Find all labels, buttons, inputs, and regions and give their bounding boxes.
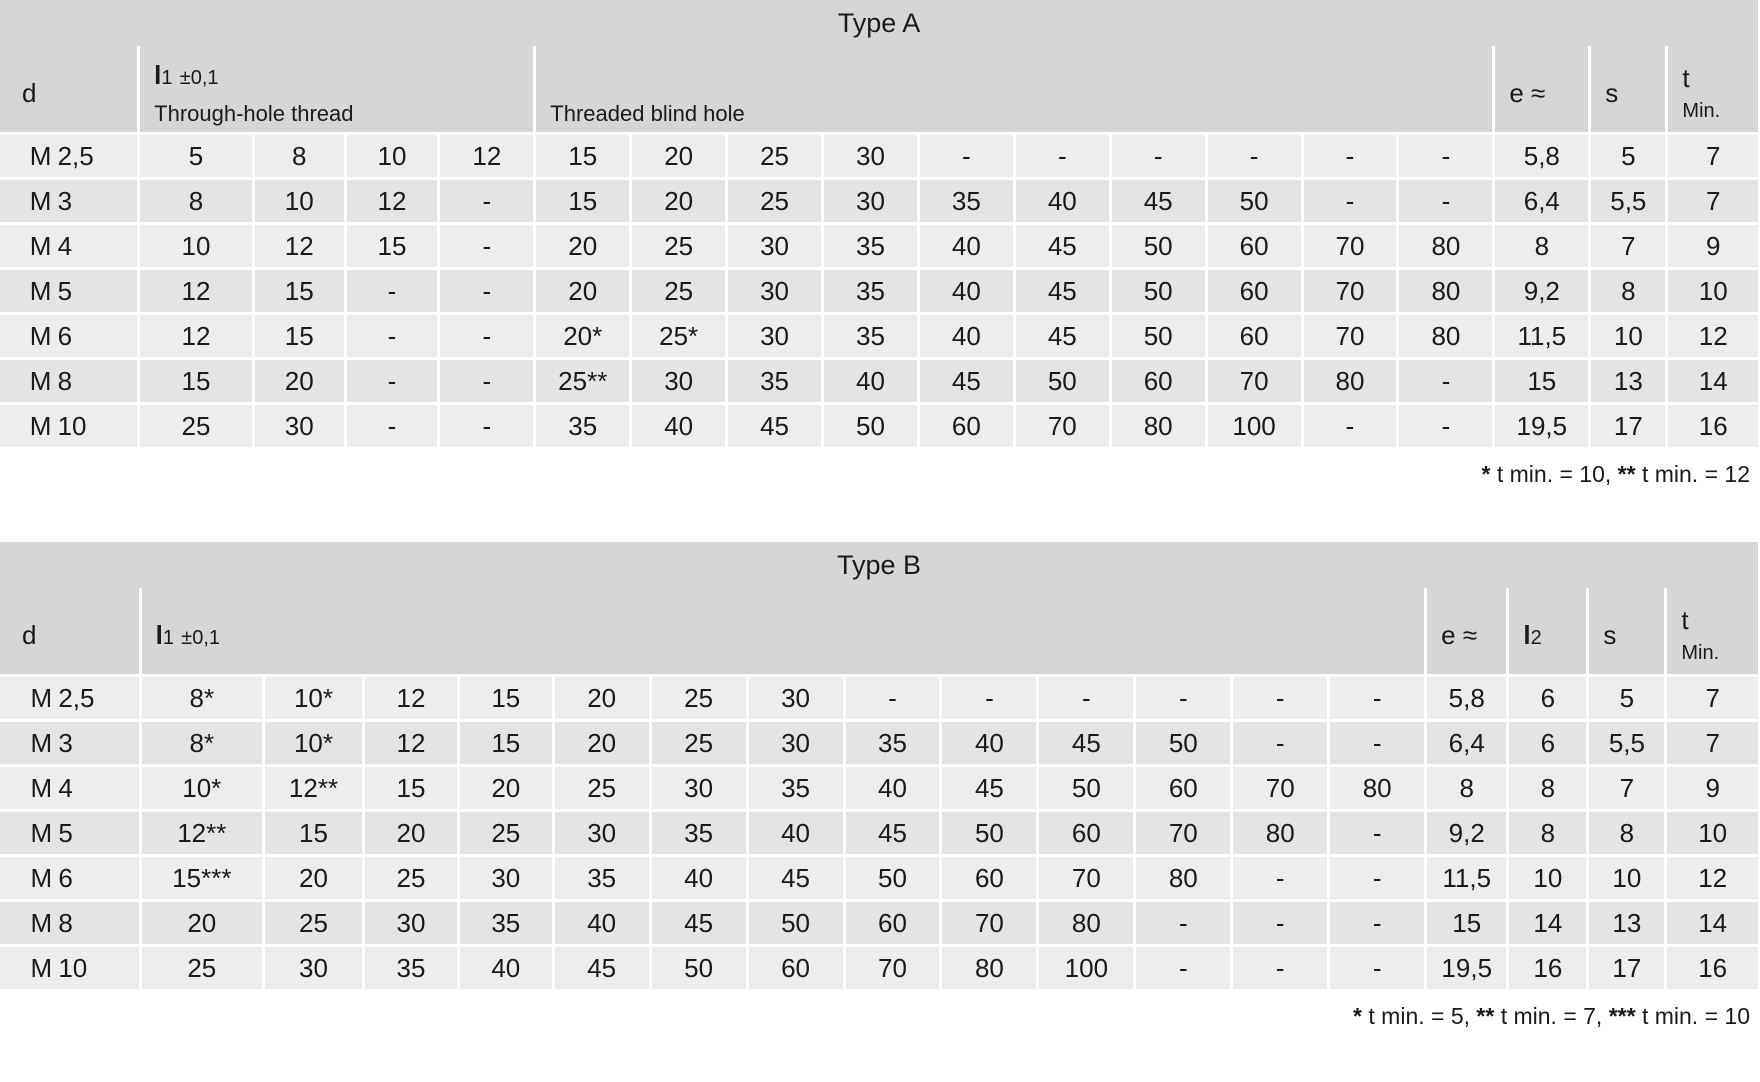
cell-t: 16 bbox=[1667, 404, 1758, 448]
cell-l1: 25 bbox=[139, 404, 254, 448]
cell-l1: 25 bbox=[458, 811, 553, 856]
cell-l1: 80 bbox=[1135, 856, 1232, 901]
cell-l1: 40 bbox=[553, 901, 650, 946]
cell-l1: 10 bbox=[139, 224, 254, 269]
cell-l1: 35 bbox=[650, 811, 747, 856]
cell-l1: 80 bbox=[1398, 269, 1494, 314]
cell-l1: 20 bbox=[553, 721, 650, 766]
cell-l1: 35 bbox=[553, 856, 650, 901]
cell-l1: 40 bbox=[458, 946, 553, 990]
header-l2: l2 bbox=[1508, 588, 1588, 676]
table-row bbox=[0, 269, 1758, 314]
cell-l2: 14 bbox=[1508, 901, 1588, 946]
cell-l1: 35 bbox=[918, 179, 1014, 224]
cell-l1: 30 bbox=[747, 721, 844, 766]
cell-l1: - bbox=[1302, 404, 1398, 448]
cell-l1: - bbox=[1302, 134, 1398, 179]
cell-l1: - bbox=[1398, 179, 1494, 224]
cell-d: M 6 bbox=[0, 856, 140, 901]
cell-l1: 70 bbox=[1206, 359, 1302, 404]
header-s: s bbox=[1590, 46, 1667, 134]
cell-e: 19,5 bbox=[1494, 404, 1590, 448]
cell-l1: 12 bbox=[345, 179, 439, 224]
cell-l1: 15 bbox=[458, 676, 553, 721]
cell-l1: 35 bbox=[747, 766, 844, 811]
cell-l1: 20 bbox=[553, 676, 650, 721]
cell-l1: 100 bbox=[1206, 404, 1302, 448]
cell-l1: 50 bbox=[1135, 721, 1232, 766]
cell-l1: 10* bbox=[263, 721, 363, 766]
cell-l1: - bbox=[1329, 811, 1426, 856]
cell-l1: 25 bbox=[364, 856, 459, 901]
cell-l1: 45 bbox=[918, 359, 1014, 404]
header-d: d bbox=[0, 588, 140, 676]
cell-l1: 25 bbox=[263, 901, 363, 946]
cell-s: 7 bbox=[1588, 766, 1666, 811]
table-row bbox=[0, 766, 1758, 811]
type-b-header-row bbox=[0, 588, 1758, 676]
cell-t: 12 bbox=[1666, 856, 1758, 901]
cell-l1: 20 bbox=[631, 179, 727, 224]
cell-l1: 80 bbox=[1232, 811, 1329, 856]
header-e: e ≈ bbox=[1494, 46, 1590, 134]
cell-l1: 40 bbox=[918, 269, 1014, 314]
cell-e: 9,2 bbox=[1426, 811, 1508, 856]
cell-t: 14 bbox=[1667, 359, 1758, 404]
cell-l1: - bbox=[1302, 179, 1398, 224]
cell-s: 5 bbox=[1588, 676, 1666, 721]
cell-t: 10 bbox=[1667, 269, 1758, 314]
cell-t: 7 bbox=[1667, 179, 1758, 224]
cell-l1: 15 bbox=[253, 314, 345, 359]
cell-l1: - bbox=[1232, 721, 1329, 766]
cell-l1: 25 bbox=[727, 134, 823, 179]
cell-s: 10 bbox=[1588, 856, 1666, 901]
cell-l1: 35 bbox=[844, 721, 941, 766]
cell-l1: 70 bbox=[1302, 314, 1398, 359]
cell-l1: 30 bbox=[727, 224, 823, 269]
cell-l1: - bbox=[1038, 676, 1135, 721]
cell-l1: 40 bbox=[631, 404, 727, 448]
cell-e: 8 bbox=[1494, 224, 1590, 269]
cell-l1: 80 bbox=[1398, 224, 1494, 269]
cell-d: M 2,5 bbox=[0, 134, 139, 179]
cell-s: 5,5 bbox=[1590, 179, 1667, 224]
cell-l1: 70 bbox=[1302, 224, 1398, 269]
cell-l1: 15 bbox=[364, 766, 459, 811]
table-row bbox=[0, 359, 1758, 404]
cell-l1: - bbox=[1232, 676, 1329, 721]
cell-l1: 45 bbox=[650, 901, 747, 946]
table-row bbox=[0, 134, 1758, 179]
cell-l2: 8 bbox=[1508, 811, 1588, 856]
cell-l1: 25** bbox=[535, 359, 631, 404]
cell-l1: 8 bbox=[139, 179, 254, 224]
type-b-footnote: * t min. = 5, ** t min. = 7, *** t min. = 10 bbox=[1353, 1003, 1750, 1029]
cell-l1: 25 bbox=[553, 766, 650, 811]
cell-l1: 50 bbox=[1014, 359, 1110, 404]
cell-l1: 15 bbox=[458, 721, 553, 766]
cell-l1: 35 bbox=[727, 359, 823, 404]
cell-l1: - bbox=[1135, 676, 1232, 721]
cell-l1: - bbox=[1329, 901, 1426, 946]
cell-e: 5,8 bbox=[1494, 134, 1590, 179]
cell-l1: - bbox=[345, 404, 439, 448]
cell-l1: 8* bbox=[140, 676, 263, 721]
cell-l1: 30 bbox=[747, 676, 844, 721]
cell-l1: 70 bbox=[1135, 811, 1232, 856]
header-d: d bbox=[0, 46, 139, 134]
cell-t: 9 bbox=[1667, 224, 1758, 269]
cell-l1: - bbox=[1329, 856, 1426, 901]
cell-l1: 25 bbox=[140, 946, 263, 990]
header-e: e ≈ bbox=[1426, 588, 1508, 676]
cell-e: 15 bbox=[1494, 359, 1590, 404]
cell-d: M 2,5 bbox=[0, 676, 140, 721]
cell-l1: 70 bbox=[1302, 269, 1398, 314]
cell-d: M 3 bbox=[0, 179, 139, 224]
type-b-title-row bbox=[0, 542, 1758, 588]
cell-l1: 60 bbox=[1110, 359, 1206, 404]
cell-l1: 80 bbox=[1329, 766, 1426, 811]
header-t: t Min. bbox=[1667, 46, 1758, 134]
cell-l1: 50 bbox=[1110, 269, 1206, 314]
cell-l1: - bbox=[1014, 134, 1110, 179]
cell-l1: 12 bbox=[139, 314, 254, 359]
cell-l1: 25 bbox=[727, 179, 823, 224]
cell-l1: 35 bbox=[364, 946, 459, 990]
cell-t: 16 bbox=[1666, 946, 1758, 990]
cell-l1: 70 bbox=[1014, 404, 1110, 448]
type-a-title: Type A bbox=[0, 0, 1758, 46]
table-row bbox=[0, 314, 1758, 359]
cell-l1: 45 bbox=[1014, 224, 1110, 269]
cell-e: 15 bbox=[1426, 901, 1508, 946]
cell-l1: 12 bbox=[253, 224, 345, 269]
cell-l1: 20 bbox=[458, 766, 553, 811]
cell-l1: - bbox=[1329, 721, 1426, 766]
cell-l1: 12** bbox=[263, 766, 363, 811]
cell-l1: 30 bbox=[823, 179, 919, 224]
cell-l1: 20 bbox=[364, 811, 459, 856]
table-row bbox=[0, 676, 1758, 721]
cell-l1: - bbox=[941, 676, 1038, 721]
cell-l1: 45 bbox=[844, 811, 941, 856]
cell-e: 6,4 bbox=[1426, 721, 1508, 766]
cell-t: 7 bbox=[1666, 676, 1758, 721]
cell-d: M 4 bbox=[0, 224, 139, 269]
cell-l1: 35 bbox=[823, 269, 919, 314]
cell-l1: 12 bbox=[139, 269, 254, 314]
cell-s: 5 bbox=[1590, 134, 1667, 179]
cell-l1: 20 bbox=[140, 901, 263, 946]
cell-e: 5,8 bbox=[1426, 676, 1508, 721]
cell-l1: 70 bbox=[844, 946, 941, 990]
cell-l1: - bbox=[1398, 404, 1494, 448]
header-t-min: Min. bbox=[1682, 100, 1721, 122]
cell-l1: 35 bbox=[823, 314, 919, 359]
cell-l1: 60 bbox=[1038, 811, 1135, 856]
cell-l1: - bbox=[345, 314, 439, 359]
cell-l2: 6 bbox=[1508, 721, 1588, 766]
cell-d: M 5 bbox=[0, 811, 140, 856]
cell-l1: - bbox=[439, 179, 535, 224]
type-b-title: Type B bbox=[0, 542, 1758, 588]
cell-l1: 45 bbox=[1110, 179, 1206, 224]
cell-l1: 25 bbox=[631, 269, 727, 314]
cell-l2: 6 bbox=[1508, 676, 1588, 721]
cell-d: M 3 bbox=[0, 721, 140, 766]
cell-l1: 50 bbox=[1110, 314, 1206, 359]
cell-l1: 40 bbox=[1014, 179, 1110, 224]
cell-l1: 15 bbox=[263, 811, 363, 856]
cell-s: 17 bbox=[1588, 946, 1666, 990]
type-b-table bbox=[0, 542, 1758, 989]
cell-e: 8 bbox=[1426, 766, 1508, 811]
cell-l1: - bbox=[1329, 676, 1426, 721]
cell-l1: - bbox=[844, 676, 941, 721]
cell-l1: 10* bbox=[263, 676, 363, 721]
cell-l1: 50 bbox=[747, 901, 844, 946]
cell-l1: 30 bbox=[727, 314, 823, 359]
cell-l1: 40 bbox=[918, 224, 1014, 269]
cell-l1: 8 bbox=[253, 134, 345, 179]
cell-l1: - bbox=[1232, 901, 1329, 946]
cell-e: 6,4 bbox=[1494, 179, 1590, 224]
cell-d: M 8 bbox=[0, 901, 140, 946]
table-row bbox=[0, 404, 1758, 448]
cell-l1: 60 bbox=[747, 946, 844, 990]
type-a-footnote: * t min. = 10, ** t min. = 12 bbox=[1481, 461, 1750, 487]
header-t: t Min. bbox=[1666, 588, 1758, 676]
cell-l1: - bbox=[1206, 134, 1302, 179]
cell-l1: - bbox=[1232, 856, 1329, 901]
cell-l1: 25* bbox=[631, 314, 727, 359]
cell-d: M 5 bbox=[0, 269, 139, 314]
cell-l1: 80 bbox=[941, 946, 1038, 990]
cell-l1: 12 bbox=[364, 676, 459, 721]
cell-l1: - bbox=[1398, 359, 1494, 404]
cell-t: 7 bbox=[1666, 721, 1758, 766]
cell-l1: 40 bbox=[844, 766, 941, 811]
cell-l1: 20 bbox=[535, 269, 631, 314]
cell-l1: 50 bbox=[1206, 179, 1302, 224]
cell-l1: 30 bbox=[650, 766, 747, 811]
cell-l1: 30 bbox=[364, 901, 459, 946]
cell-d: M 6 bbox=[0, 314, 139, 359]
cell-l1: 30 bbox=[458, 856, 553, 901]
header-threaded-blind-hole: Threaded blind hole bbox=[535, 46, 1494, 134]
cell-l1: 30 bbox=[631, 359, 727, 404]
cell-l1: 50 bbox=[650, 946, 747, 990]
cell-l1: 20 bbox=[253, 359, 345, 404]
cell-l1: - bbox=[1329, 946, 1426, 990]
cell-l1: 45 bbox=[727, 404, 823, 448]
cell-l1: - bbox=[1110, 134, 1206, 179]
cell-l1: 80 bbox=[1398, 314, 1494, 359]
cell-l1: 45 bbox=[941, 766, 1038, 811]
section-gap bbox=[0, 488, 1760, 542]
cell-l1: - bbox=[345, 269, 439, 314]
cell-l1: 15*** bbox=[140, 856, 263, 901]
table-row bbox=[0, 901, 1758, 946]
cell-l1: 80 bbox=[1038, 901, 1135, 946]
cell-l1: 40 bbox=[747, 811, 844, 856]
cell-l1: 15 bbox=[139, 359, 254, 404]
cell-l1: 30 bbox=[263, 946, 363, 990]
cell-l1: 70 bbox=[1232, 766, 1329, 811]
cell-l1: 60 bbox=[1206, 314, 1302, 359]
type-a-header-row bbox=[0, 46, 1758, 134]
cell-s: 8 bbox=[1590, 269, 1667, 314]
cell-d: M 8 bbox=[0, 359, 139, 404]
cell-s: 17 bbox=[1590, 404, 1667, 448]
cell-l2: 8 bbox=[1508, 766, 1588, 811]
cell-l1: 15 bbox=[535, 179, 631, 224]
cell-l1: 80 bbox=[1110, 404, 1206, 448]
cell-l1: - bbox=[439, 269, 535, 314]
cell-t: 7 bbox=[1667, 134, 1758, 179]
table-row bbox=[0, 721, 1758, 766]
cell-l1: 30 bbox=[823, 134, 919, 179]
cell-d: M 10 bbox=[0, 946, 140, 990]
cell-l1: 15 bbox=[535, 134, 631, 179]
cell-l1: 70 bbox=[941, 901, 1038, 946]
cell-e: 11,5 bbox=[1494, 314, 1590, 359]
cell-l1: 20 bbox=[263, 856, 363, 901]
cell-l1: 20 bbox=[535, 224, 631, 269]
cell-e: 11,5 bbox=[1426, 856, 1508, 901]
cell-t: 14 bbox=[1666, 901, 1758, 946]
type-a-table bbox=[0, 0, 1758, 447]
cell-l1: 50 bbox=[1038, 766, 1135, 811]
cell-e: 19,5 bbox=[1426, 946, 1508, 990]
cell-l1: 50 bbox=[941, 811, 1038, 856]
cell-l1: - bbox=[439, 404, 535, 448]
cell-l1: 25 bbox=[650, 721, 747, 766]
cell-l1: 30 bbox=[727, 269, 823, 314]
cell-l1: 80 bbox=[1302, 359, 1398, 404]
type-a-title-row bbox=[0, 0, 1758, 46]
cell-l1: 45 bbox=[1014, 314, 1110, 359]
cell-l2: 10 bbox=[1508, 856, 1588, 901]
cell-s: 5,5 bbox=[1588, 721, 1666, 766]
table-row bbox=[0, 946, 1758, 990]
cell-l1: 30 bbox=[553, 811, 650, 856]
cell-l1: - bbox=[345, 359, 439, 404]
cell-l1: 10* bbox=[140, 766, 263, 811]
cell-l1: 40 bbox=[823, 359, 919, 404]
header-s: s bbox=[1588, 588, 1666, 676]
cell-l1: 50 bbox=[844, 856, 941, 901]
cell-l1: 15 bbox=[345, 224, 439, 269]
cell-l1: 60 bbox=[918, 404, 1014, 448]
cell-l1: 40 bbox=[650, 856, 747, 901]
cell-d: M 10 bbox=[0, 404, 139, 448]
cell-l1: 12** bbox=[140, 811, 263, 856]
cell-l1: - bbox=[439, 224, 535, 269]
table-row bbox=[0, 224, 1758, 269]
cell-s: 7 bbox=[1590, 224, 1667, 269]
type-b-block bbox=[0, 542, 1758, 1030]
cell-d: M 4 bbox=[0, 766, 140, 811]
cell-t: 10 bbox=[1666, 811, 1758, 856]
cell-l1: 50 bbox=[823, 404, 919, 448]
cell-t: 9 bbox=[1666, 766, 1758, 811]
cell-l1: 10 bbox=[253, 179, 345, 224]
cell-l1: 60 bbox=[1206, 269, 1302, 314]
type-a-block bbox=[0, 0, 1758, 488]
cell-l1: 20 bbox=[631, 134, 727, 179]
cell-l1: - bbox=[1135, 946, 1232, 990]
cell-l1: 35 bbox=[535, 404, 631, 448]
cell-s: 13 bbox=[1588, 901, 1666, 946]
cell-l1: 60 bbox=[1206, 224, 1302, 269]
table-row bbox=[0, 856, 1758, 901]
cell-l1: 40 bbox=[941, 721, 1038, 766]
header-through-hole-thread: Through-hole thread bbox=[154, 100, 354, 126]
header-t-min: Min. bbox=[1681, 642, 1720, 664]
cell-l1: 25 bbox=[631, 224, 727, 269]
cell-l1: - bbox=[1135, 901, 1232, 946]
cell-l1: 40 bbox=[918, 314, 1014, 359]
cell-l1: 60 bbox=[844, 901, 941, 946]
cell-l1: - bbox=[1232, 946, 1329, 990]
cell-l1: 8* bbox=[140, 721, 263, 766]
cell-l1: 35 bbox=[458, 901, 553, 946]
cell-l1: 30 bbox=[253, 404, 345, 448]
cell-l1: 70 bbox=[1038, 856, 1135, 901]
cell-l1: 60 bbox=[1135, 766, 1232, 811]
cell-l1: 15 bbox=[253, 269, 345, 314]
cell-l1: 45 bbox=[1038, 721, 1135, 766]
cell-s: 13 bbox=[1590, 359, 1667, 404]
cell-l1: 100 bbox=[1038, 946, 1135, 990]
table-row bbox=[0, 179, 1758, 224]
cell-l1: 5 bbox=[139, 134, 254, 179]
cell-l2: 16 bbox=[1508, 946, 1588, 990]
cell-l1: 45 bbox=[553, 946, 650, 990]
cell-l1: 50 bbox=[1110, 224, 1206, 269]
cell-l1: 45 bbox=[747, 856, 844, 901]
cell-l1: 25 bbox=[650, 676, 747, 721]
header-l1: l1 ±0,1 bbox=[140, 588, 1425, 676]
cell-t: 12 bbox=[1667, 314, 1758, 359]
cell-l1: 45 bbox=[1014, 269, 1110, 314]
cell-e: 9,2 bbox=[1494, 269, 1590, 314]
cell-l1: - bbox=[439, 359, 535, 404]
table-row bbox=[0, 811, 1758, 856]
cell-l1: - bbox=[1398, 134, 1494, 179]
cell-s: 10 bbox=[1590, 314, 1667, 359]
cell-l1: 12 bbox=[364, 721, 459, 766]
cell-l1: - bbox=[439, 314, 535, 359]
header-l1-through: l1 ±0,1 Through-hole thread bbox=[139, 46, 535, 134]
cell-l1: 10 bbox=[345, 134, 439, 179]
cell-l1: - bbox=[918, 134, 1014, 179]
cell-l1: 60 bbox=[941, 856, 1038, 901]
cell-l1: 35 bbox=[823, 224, 919, 269]
cell-l1: 20* bbox=[535, 314, 631, 359]
cell-s: 8 bbox=[1588, 811, 1666, 856]
cell-l1: 12 bbox=[439, 134, 535, 179]
